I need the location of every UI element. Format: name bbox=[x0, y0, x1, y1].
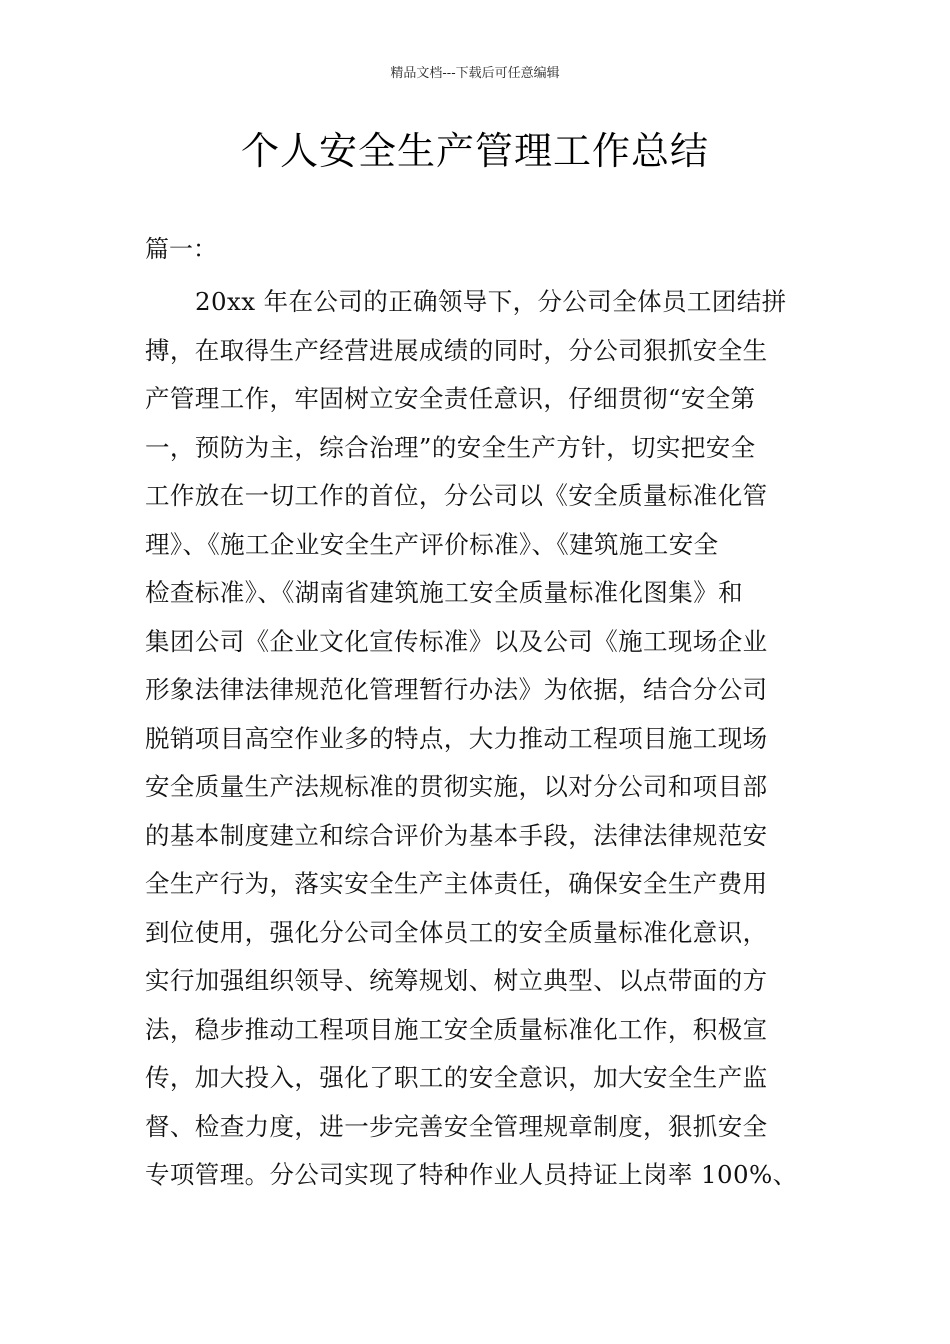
paragraph-line: 形象法律法律规范化管理暂行办法》为依据，结合分公司 bbox=[145, 675, 768, 704]
paragraph-line: 传，加大投入，强化了职工的安全意识，加大安全生产监 bbox=[145, 1063, 768, 1092]
paragraph-line: 的基本制度建立和综合评价为基本手段，法律法律规范安 bbox=[145, 820, 768, 850]
paragraph-line: 一，预防为主，综合治理”的安全生产方针，切实把安全 bbox=[145, 432, 756, 462]
paragraph-line: 20xx 年在公司的正确领导下，分公司全体员工团结拼 bbox=[195, 287, 787, 316]
document-title: 个人安全生产管理工作总结 bbox=[240, 129, 709, 173]
paragraph-line: 检查标准》、《湖南省建筑施工安全质量标准化图集》和 bbox=[145, 578, 743, 607]
paragraph-line: 搏，在取得生产经营进展成绩的同时，分公司狠抓安全生 bbox=[145, 335, 768, 365]
section-label: 篇一： bbox=[145, 235, 217, 263]
paragraph-line: 法，稳步推动工程项目施工安全质量标准化工作，积极宣 bbox=[145, 1014, 768, 1044]
paragraph-line: 集团公司《企业文化宣传标准》以及公司《施工现场企业 bbox=[145, 626, 768, 656]
body-paragraph bbox=[145, 278, 807, 1200]
paragraph-line: 到位使用，强化分公司全体员工的安全质量标准化意识， bbox=[145, 917, 768, 947]
paragraph-line: 督、检查力度，进一步完善安全管理规章制度，狠抓安全 bbox=[145, 1111, 768, 1141]
paragraph-line: 全生产行为，落实安全生产主体责任，确保安全生产费用 bbox=[145, 869, 768, 898]
paragraph-line: 专项管理。分公司实现了特种作业人员持证上岗率 100%、 bbox=[145, 1160, 798, 1189]
page-header: 精品文档---下载后可任意编辑 bbox=[390, 66, 560, 81]
paragraph-line: 脱销项目高空作业多的特点，大力推动工程项目施工现场 bbox=[145, 723, 768, 753]
paragraph-line: 产管理工作，牢固树立安全责任意识，仔细贯彻“安全第 bbox=[145, 384, 756, 413]
paragraph-line: 安全质量生产法规标准的贯彻实施，以对分公司和项目部 bbox=[145, 772, 768, 801]
paragraph-line: 理》、《施工企业安全生产评价标准》、《建筑施工安全 bbox=[145, 529, 719, 559]
paragraph-line: 工作放在一切工作的首位，分公司以《安全质量标准化管 bbox=[145, 481, 768, 510]
paragraph-line: 实行加强组织领导、统筹规划、树立典型、以点带面的方 bbox=[145, 966, 768, 995]
